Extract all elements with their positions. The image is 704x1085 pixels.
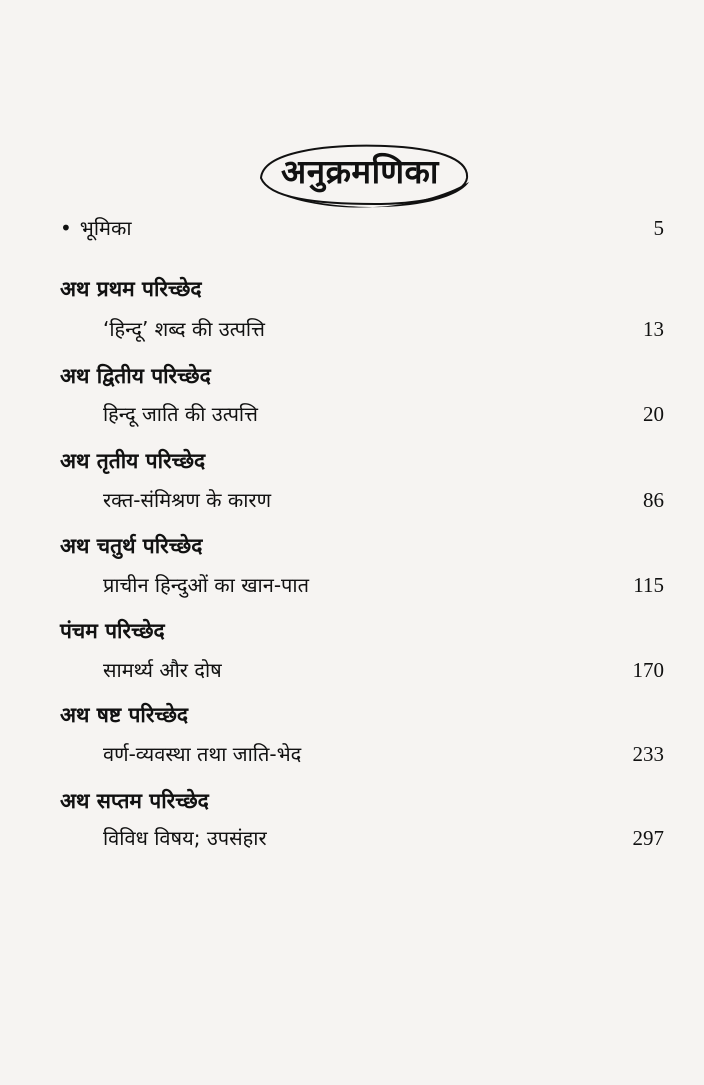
chapter-heading-3: अथ तृतीय परिच्छेद (60, 449, 206, 473)
toc-entry-5[interactable] (103, 656, 664, 683)
chapter-heading-1: अथ प्रथम परिच्छेद (60, 277, 202, 301)
toc-page-number: 13 (643, 317, 664, 341)
toc-entry-label: विविध विषय; उपसंहार (103, 826, 267, 850)
toc-entry-label: हिन्दू जाति की उत्पत्ति (103, 402, 258, 426)
toc-page-number: 5 (653, 216, 664, 240)
toc-entry-label: प्राचीन हिन्दुओं का खान-पात (103, 573, 309, 597)
toc-entry-label: • भूमिका (60, 216, 132, 240)
chapter-heading-2: अथ द्वितीय परिच्छेद (60, 364, 211, 388)
toc-page-number: 297 (632, 826, 664, 850)
toc-page-number: 20 (643, 402, 664, 426)
title-banner (255, 138, 475, 214)
toc-page-number: 86 (643, 488, 664, 512)
chapter-heading-7: अथ सप्तम परिच्छेद (60, 789, 209, 813)
chapter-heading-4: अथ चतुर्थ परिच्छेद (60, 534, 203, 558)
toc-entry-7[interactable] (103, 824, 664, 851)
toc-entry-bhumika[interactable] (60, 214, 664, 241)
toc-entry-label: सामर्थ्य और दोष (103, 658, 222, 682)
toc-entry-3[interactable] (103, 486, 664, 513)
toc-entry-label: रक्त-संमिश्रण के कारण (103, 488, 272, 512)
bullet-icon: • (60, 216, 72, 240)
toc-entry-label: ‘हिन्दू’ शब्द की उत्पत्ति (103, 317, 265, 341)
toc-entry-4[interactable] (103, 571, 664, 598)
toc-page-number: 115 (633, 573, 664, 597)
toc-entry-2[interactable] (103, 400, 664, 427)
chapter-heading-6: अथ षष्ट परिच्छेद (60, 703, 189, 727)
chapter-heading-5: पंचम परिच्छेद (60, 619, 165, 643)
page-title: अनुक्रमणिका (281, 152, 439, 191)
toc-page-number: 170 (632, 658, 664, 682)
toc-entry-1[interactable] (103, 315, 664, 342)
toc-entry-label: वर्ण-व्यवस्था तथा जाति-भेद (103, 742, 302, 766)
toc-entry-6[interactable] (103, 740, 664, 767)
toc-page-number: 233 (632, 742, 664, 766)
